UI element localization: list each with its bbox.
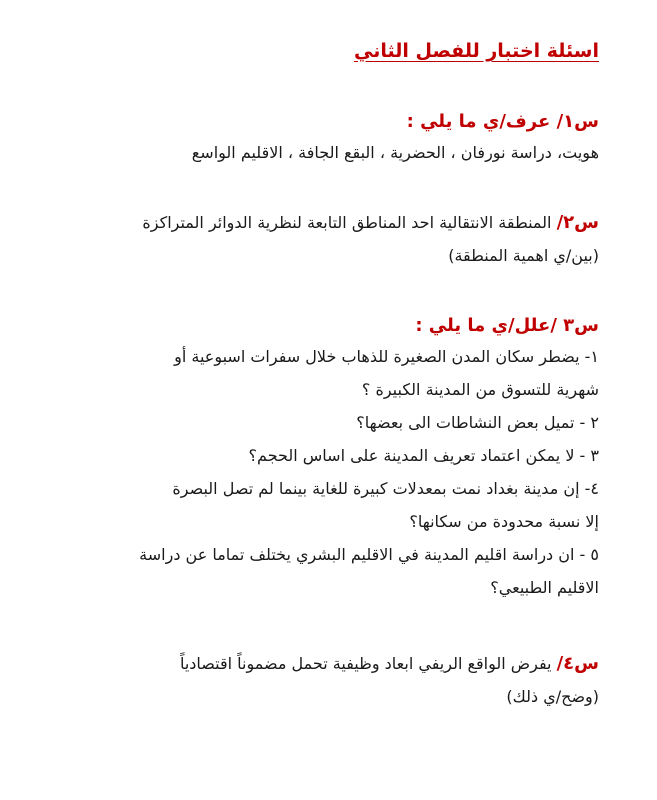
question-4-number: س٤/	[556, 653, 599, 674]
question-2-line-1	[39, 206, 599, 239]
question-4	[39, 647, 599, 713]
question-4-line-2: (وضح/ي ذلك)	[506, 687, 599, 706]
question-3-line: ٤- إن مدينة بغداد نمت بمعدلات كبيرة للغاية بينما لم تصل البصرة	[172, 479, 599, 498]
question-3-line: شهرية للتسوق من المدينة الكبيرة ؟	[361, 380, 599, 399]
question-3-line: ٢ - تميل بعض النشاطات الى بعضها؟	[356, 413, 599, 432]
question-4-line-1	[39, 647, 599, 680]
question-2	[39, 206, 599, 272]
question-3	[39, 312, 599, 604]
question-2-text: المنطقة الانتقالية احد المناطق التابعة لنظرية الدوائر المتراكزة	[142, 213, 552, 232]
question-3-line: الاقليم الطبيعي؟	[490, 578, 599, 597]
question-2-number: س٢/	[556, 212, 599, 233]
question-3-line: ٣ - لا يمكن اعتماد تعريف المدينة على اساس الحجم؟	[248, 446, 599, 465]
question-4-text: يفرض الواقع الريفي ابعاد وظيفية تحمل مضموناً اقتصادياً	[179, 654, 552, 673]
question-2-line-2: (بين/ي اهمية المنطقة)	[448, 246, 599, 265]
page-title: اسئلة اختبار للفصل الثاني	[353, 40, 599, 62]
question-3-line: ١- يضطر سكان المدن الصغيرة للذهاب خلال سفرات اسبوعية أو	[174, 347, 599, 366]
question-3-line: إلا نسبة محدودة من سكانها؟	[409, 512, 599, 531]
question-1	[39, 108, 599, 169]
question-1-text: هويت، دراسة نورفان ، الحضرية ، البقع الجافة ، الاقليم الواسع	[191, 143, 599, 162]
question-3-line: ٥ - ان دراسة اقليم المدينة في الاقليم البشري يختلف تماما عن دراسة	[139, 545, 599, 564]
question-1-heading: س١/ عرف/ي ما يلي :	[406, 111, 599, 132]
question-3-heading: س٣ /علل/ي ما يلي :	[415, 315, 599, 336]
